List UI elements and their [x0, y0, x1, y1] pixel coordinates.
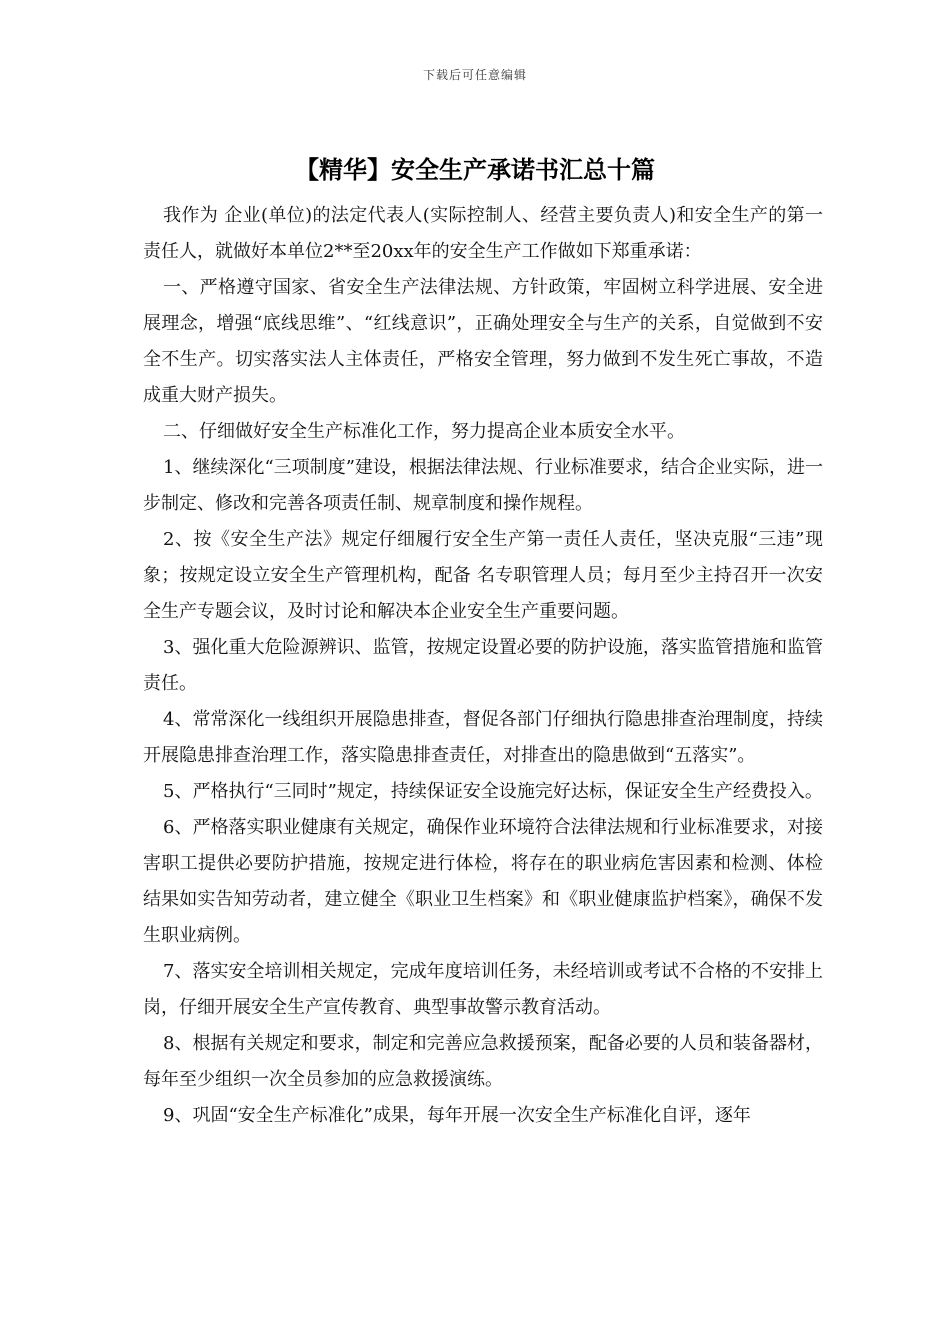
paragraph-item-3: 3、强化重大危险源辨识、监管，按规定设置必要的防护设施，落实监管措施和监管责任。 — [143, 637, 823, 694]
paragraph-item-9: 9、巩固“安全生产标准化”成果，每年开展一次安全生产标准化自评，逐年 — [163, 1105, 751, 1126]
paragraph-section-2: 二、仔细做好安全生产标准化工作，努力提高企业本质安全水平。 — [163, 421, 685, 442]
header-note: 下载后可任意编辑 — [422, 68, 527, 82]
document-body — [143, 198, 823, 1134]
paragraph-intro: 我作为 企业(单位)的法定代表人(实际控制人、经营主要负责人)和安全生产的第一责任人，就做好本单位2**至20xx年的安全生产工作做如下郑重承诺： — [143, 205, 823, 262]
paragraph-item-4: 4、常常深化一线组织开展隐患排查，督促各部门仔细执行隐患排查治理制度，持续开展隐患排查治理工作，落实隐患排查责任，对排查出的隐患做到“五落实”。 — [143, 709, 823, 766]
paragraph-item-8: 8、根据有关规定和要求，制定和完善应急救援预案，配备必要的人员和装备器材，每年至少组织一次全员参加的应急救援演练。 — [143, 1033, 823, 1090]
paragraph-item-5: 5、严格执行“三同时”规定，持续保证安全设施完好达标，保证安全生产经费投入。 — [163, 781, 823, 802]
paragraph-item-1: 1、继续深化“三项制度”建设，根据法律法规、行业标准要求，结合企业实际，进一步制定、修改和完善各项责任制、规章制度和操作规程。 — [143, 457, 823, 514]
paragraph-item-2: 2、按《安全生产法》规定仔细履行安全生产第一责任人责任，坚决克服“三违”现象；按规定设立安全生产管理机构，配备 名专职管理人员；每月至少主持召开一次安全生产专题会议，及时讨论和解决本企业安全生产重要问题。 — [143, 529, 823, 622]
paragraph-section-1: 一、严格遵守国家、省安全生产法律法规、方针政策，牢固树立科学进展、安全进展理念，增强“底线思维”、“红线意识”，正确处理安全与生产的关系，自觉做到不安全不生产。切实落实法人主体责任，严格安全管理，努力做到不发生死亡事故，不造成重大财产损失。 — [143, 277, 823, 406]
paragraph-item-7: 7、落实安全培训相关规定，完成年度培训任务，未经培训或考试不合格的不安排上岗，仔细开展安全生产宣传教育、典型事故警示教育活动。 — [143, 961, 823, 1018]
document-title: 【精华】安全生产承诺书汇总十篇 — [295, 156, 655, 184]
paragraph-item-6: 6、严格落实职业健康有关规定，确保作业环境符合法律法规和行业标准要求，对接害职工提供必要防护措施，按规定进行体检，将存在的职业病危害因素和检测、体检结果如实告知劳动者，建立健全《职业卫生档案》和《职业健康监护档案》，确保不发生职业病例。 — [143, 817, 823, 946]
